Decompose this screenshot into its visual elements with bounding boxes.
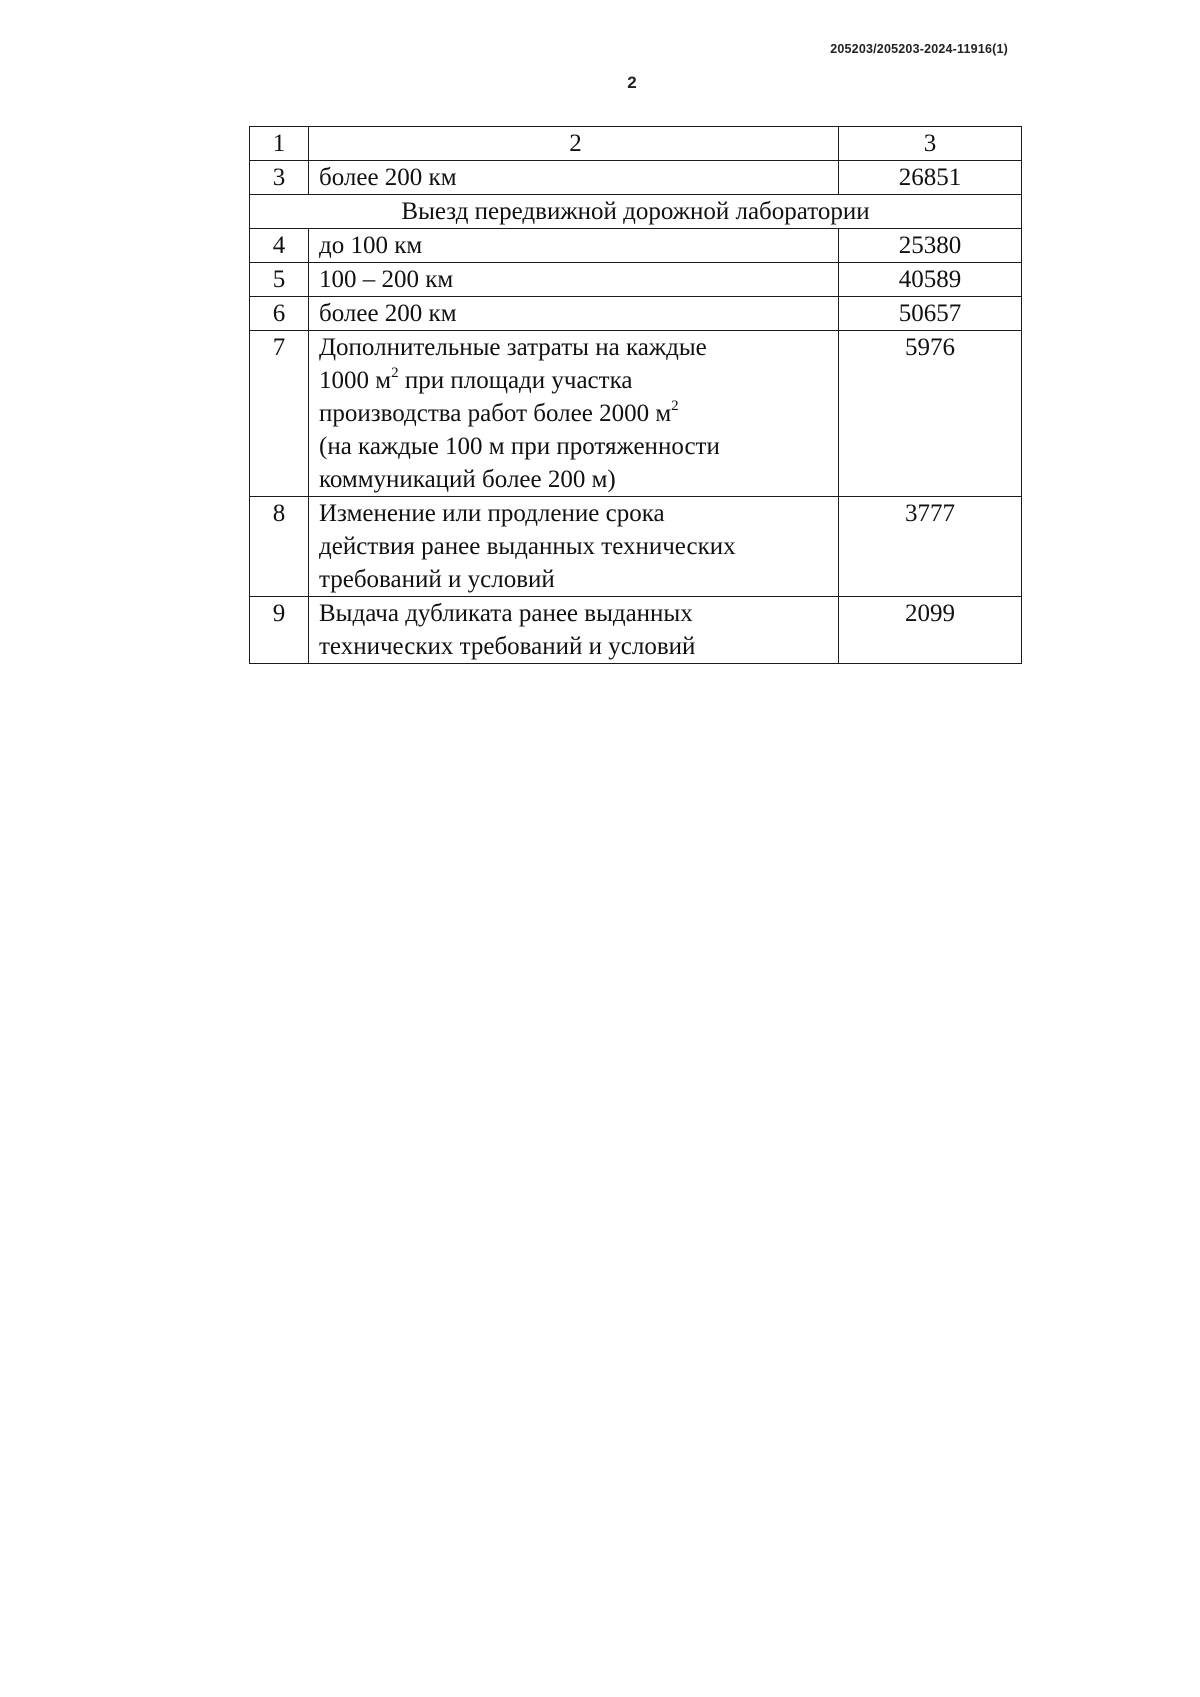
description-line: требований и условий xyxy=(319,566,555,593)
column-header: 2 xyxy=(309,127,839,161)
row-value: 5976 xyxy=(839,331,1022,497)
tariff-table xyxy=(249,126,1022,664)
column-header: 3 xyxy=(839,127,1022,161)
row-value: 26851 xyxy=(839,161,1022,195)
description-line: (на каждые 100 м при протяженности xyxy=(319,433,720,460)
row-number: 5 xyxy=(250,263,309,297)
description-text: 1000 м xyxy=(319,367,392,394)
description-line xyxy=(319,364,832,397)
row-number: 6 xyxy=(250,297,309,331)
description-line: Дополнительные затраты на каждые xyxy=(319,334,707,361)
table-row xyxy=(250,497,1022,597)
row-number: 9 xyxy=(250,597,309,664)
row-description: до 100 км xyxy=(309,229,839,263)
row-value: 40589 xyxy=(839,263,1022,297)
row-description: 100 – 200 км xyxy=(309,263,839,297)
description-line: Выдача дубликата ранее выданных xyxy=(319,600,693,627)
row-value: 2099 xyxy=(839,597,1022,664)
description-line: технических требований и условий xyxy=(319,633,696,660)
row-description: более 200 км xyxy=(309,161,839,195)
column-header: 1 xyxy=(250,127,309,161)
row-description xyxy=(309,331,839,497)
row-number: 3 xyxy=(250,161,309,195)
table-row xyxy=(250,263,1022,297)
table-row xyxy=(250,331,1022,497)
page-number: 2 xyxy=(627,73,637,92)
description-text: производства работ более 2000 м xyxy=(319,400,672,427)
section-header-row xyxy=(250,195,1022,229)
row-value: 25380 xyxy=(839,229,1022,263)
section-title: Выезд передвижной дорожной лаборатории xyxy=(250,195,1022,229)
table-row xyxy=(250,229,1022,263)
row-number: 8 xyxy=(250,497,309,597)
row-number: 7 xyxy=(250,331,309,497)
description-line: действия ранее выданных технических xyxy=(319,533,736,560)
table-row xyxy=(250,161,1022,195)
row-number: 4 xyxy=(250,229,309,263)
row-description xyxy=(309,497,839,597)
row-description xyxy=(309,597,839,664)
superscript: 2 xyxy=(671,397,679,414)
row-value: 50657 xyxy=(839,297,1022,331)
superscript: 2 xyxy=(391,364,399,381)
description-text: при площади участка xyxy=(398,367,633,394)
description-line xyxy=(319,397,832,430)
table-row xyxy=(250,597,1022,664)
document-id: 205203/205203-2024-11916(1) xyxy=(830,42,1008,56)
description-line: Изменение или продление срока xyxy=(319,500,665,527)
description-line: коммуникаций более 200 м) xyxy=(319,466,616,493)
row-value: 3777 xyxy=(839,497,1022,597)
column-header-row xyxy=(250,127,1022,161)
table-row xyxy=(250,297,1022,331)
row-description: более 200 км xyxy=(309,297,839,331)
